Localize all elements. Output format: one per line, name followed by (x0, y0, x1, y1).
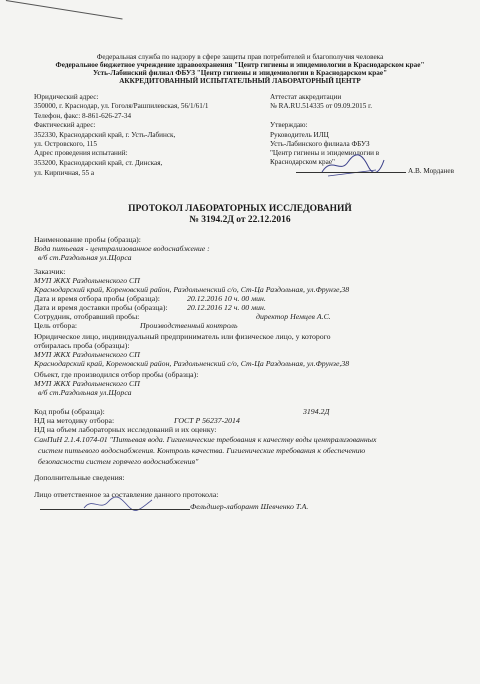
approver-sign-line (296, 172, 406, 173)
purpose-value: Производственный контроль (140, 321, 238, 330)
object-label: Объект, где производился отбор пробы (образца): (34, 370, 199, 379)
responsible-sign-line (40, 509, 190, 510)
entity-label-1: Юридическое лицо, индивидуальный предприниматель или физическое лицо, у которого (34, 332, 331, 341)
responsible-label: Лицо ответственное за составление данного протокола: (34, 490, 219, 499)
sample-name-label: Наименование пробы (образца): (34, 235, 141, 244)
delivery-datetime-value: 20.12.2016 12 ч. 00 мин. (187, 303, 266, 312)
object-value-1: МУП ЖКХ Раздольненского СП (34, 379, 140, 388)
approver-title-1: Руководитель ИЛЦ (270, 131, 329, 139)
test-address-value-1: 353200, Краснодарский край, ст. Динская, (34, 159, 163, 167)
approver-title-3: "Центр гигиены и эпидемиологии в (270, 149, 380, 157)
customer-label: Заказчик: (34, 267, 66, 276)
protocol-title: ПРОТОКОЛ ЛАБОРАТОРНЫХ ИССЛЕДОВАНИЙ (128, 204, 352, 214)
approver-name: А.В. Морданев (408, 167, 454, 175)
sampling-datetime-value: 20.12.2016 10 ч. 00 мин. (187, 294, 266, 303)
legal-address-label: Юридический адрес: (34, 93, 99, 101)
purpose-label: Цель отбора: (34, 321, 78, 330)
actual-address-value-2: ул. Островского, 115 (34, 140, 97, 148)
approve-label: Утверждаю: (270, 121, 308, 129)
attestat-label: Аттестат аккредитации (270, 93, 342, 101)
responsible-name: Фельдшер-лаборант Шевченко Т.А. (190, 502, 309, 511)
attestat-value: № RA.RU.514335 от 09.09.2015 г. (270, 102, 373, 110)
responsible-signature (82, 493, 154, 515)
scan-artifact-line (6, 0, 123, 19)
customer-value-2: Краснодарский край, Кореновский район, Раздольненский с/о, Ст-Ца Раздольная, ул.Фрунзе,38 (34, 285, 350, 294)
sample-name-value-1: Вода питьевая - централизованное водоснабжение : (34, 244, 210, 253)
test-address-value-2: ул. Кирпичная, 55 а (34, 169, 95, 177)
sampling-datetime-label: Дата и время отбора пробы (образца): (34, 294, 160, 303)
customer-value-1: МУП ЖКХ Раздольненского СП (34, 276, 140, 285)
header-center: АККРЕДИТОВАННЫЙ ИСПЫТАТЕЛЬНЫЙ ЛАБОРАТОРНЫЙ ЦЕНТР (119, 77, 361, 85)
protocol-number: № 3194.2Д от 22.12.2016 (189, 215, 291, 225)
object-value-2: в/б ст.Раздольная ул.Щорса (38, 388, 132, 397)
entity-value-2: Краснодарский край, Кореновский район, Раздольненский с/о, Ст-Ца Раздольная, ул.Фрунзе,38 (34, 359, 350, 368)
approver-title-2: Усть-Лабинского филиала ФБУЗ (270, 140, 370, 148)
sampler-label: Сотрудник, отобравший пробы: (34, 312, 140, 321)
test-address-label: Адрес проведения испытаний: (34, 149, 128, 157)
sampling-method-label: НД на методику отбора: (34, 416, 115, 425)
delivery-datetime-label: Дата и время доставки пробы (образца): (34, 303, 168, 312)
approver-signature (318, 150, 388, 180)
sample-name-value-2: в/б ст.Раздольная ул.Щорса (38, 253, 132, 262)
actual-address-value-1: 352330, Краснодарский край, г. Усть-Лабинск, (34, 131, 176, 139)
extra-info-label: Дополнительные сведения: (34, 473, 125, 482)
normative-label: НД на объем лабораторных исследований и их оценку: (34, 425, 217, 434)
normative-value-1: СанПиН 2.1.4.1074-01 "Питьевая вода. Гигиенические требования к качеству воды централизованных (34, 435, 377, 444)
actual-address-label: Фактический адрес: (34, 121, 96, 129)
header-branch: Усть-Лабинский филиал ФБУЗ "Центр гигиены и эпидемиологии в Краснодарском крае" (92, 69, 388, 77)
sampling-method-value: ГОСТ Р 56237-2014 (174, 416, 240, 425)
entity-value-1: МУП ЖКХ Раздольненского СП (34, 350, 140, 359)
header-ministry: Федеральная служба по надзору в сфере защиты прав потребителей и благополучия человека (96, 53, 384, 61)
normative-value-2: систем питьевого водоснабжения. Контроль качества. Гигиенические требования к обеспечению (38, 446, 366, 455)
legal-address-value: 350000, г. Краснодар, ул. Гоголя/Рашпилевская, 56/1/61/1 (34, 102, 209, 110)
sample-code-value: 3194.2Д (303, 407, 330, 416)
approver-title-4: Краснодарском крае" (270, 158, 335, 166)
sampler-value: директор Немцев А.С. (256, 312, 331, 321)
normative-value-3: безопасности систем горячего водоснабжения" (38, 457, 199, 466)
sample-code-label: Код пробы (образца): (34, 407, 105, 416)
header-institution: Федеральное бюджетное учреждение здравоохранения "Центр гигиены и эпидемиологии в Краснодарском крае" (55, 61, 425, 69)
entity-label-2: отбиралась проба (образцы): (34, 341, 130, 350)
phone-fax: Телефон, факс: 8-861-626-27-34 (34, 112, 132, 120)
